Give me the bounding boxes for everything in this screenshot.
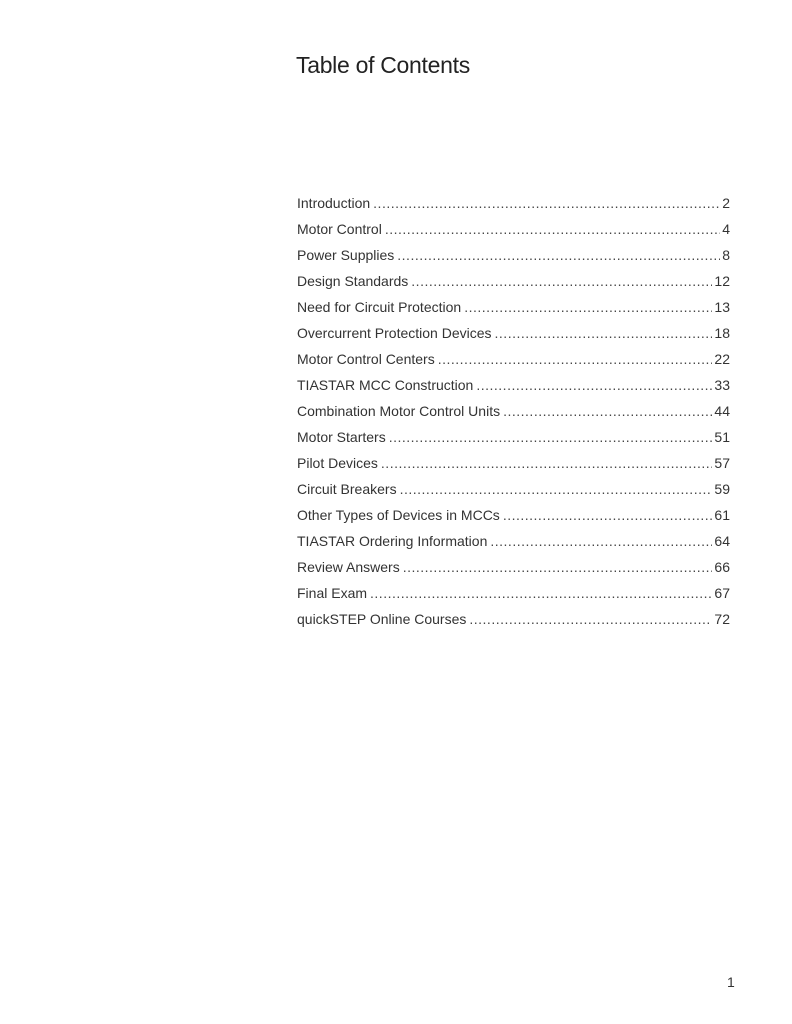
toc-entry-tiastar-ordering-information[interactable] [297, 532, 730, 558]
toc-dot-leader [503, 506, 713, 524]
toc-entry-page: 33 [714, 377, 730, 393]
toc-entry-motor-starters[interactable] [297, 428, 730, 454]
toc-entry-label: TIASTAR MCC Construction [297, 377, 474, 393]
toc-dot-leader [495, 324, 713, 342]
toc-entry-overcurrent-protection-devices[interactable] [297, 324, 730, 350]
toc-dot-leader [381, 454, 713, 472]
toc-entry-pilot-devices[interactable] [297, 454, 730, 480]
toc-entry-label: quickSTEP Online Courses [297, 611, 467, 627]
toc-entry-other-types-of-devices[interactable] [297, 506, 730, 532]
toc-entry-page: 22 [714, 351, 730, 367]
toc-entry-power-supplies[interactable] [297, 246, 730, 272]
toc-entry-label: Design Standards [297, 273, 409, 289]
toc-entry-page: 12 [714, 273, 730, 289]
toc-entry-label: Pilot Devices [297, 455, 378, 471]
page-title: Table of Contents [296, 52, 470, 78]
toc-entry-page: 66 [714, 559, 730, 575]
toc-entry-page: 18 [714, 325, 730, 341]
toc-entry-page: 8 [722, 247, 730, 263]
toc-entry-label: Motor Starters [297, 429, 386, 445]
toc-entry-page: 13 [714, 299, 730, 315]
toc-entry-motor-control[interactable] [297, 220, 730, 246]
toc-dot-leader [385, 220, 720, 238]
toc-entry-page: 2 [722, 195, 730, 211]
toc-entry-combination-motor-control-units[interactable] [297, 402, 730, 428]
toc-dot-leader [370, 584, 712, 602]
toc-entry-label: Overcurrent Protection Devices [297, 325, 492, 341]
toc-entry-label: Review Answers [297, 559, 400, 575]
toc-dot-leader [503, 402, 712, 420]
toc-entry-page: 72 [714, 611, 730, 627]
toc-entry-tiastar-mcc-construction[interactable] [297, 376, 730, 402]
toc-dot-leader [373, 194, 720, 212]
toc-entry-review-answers[interactable] [297, 558, 730, 584]
toc-entry-page: 64 [714, 533, 730, 549]
toc-dot-leader [469, 610, 712, 628]
toc-entry-final-exam[interactable] [297, 584, 730, 610]
toc-entry-quickstep-online-courses[interactable] [297, 610, 730, 636]
toc-entry-label: Combination Motor Control Units [297, 403, 501, 419]
toc-entry-design-standards[interactable] [297, 272, 730, 298]
toc-entry-introduction[interactable] [297, 194, 730, 220]
toc-entry-need-for-circuit-protection[interactable] [297, 298, 730, 324]
toc-entry-label: TIASTAR Ordering Information [297, 533, 488, 549]
toc-dot-leader [400, 480, 713, 498]
page-number: 1 [727, 974, 735, 990]
toc-entry-page: 61 [714, 507, 730, 523]
toc-dot-leader [411, 272, 712, 290]
toc-dot-leader [389, 428, 713, 446]
toc-entry-page: 59 [714, 481, 730, 497]
toc-entry-label: Power Supplies [297, 247, 395, 263]
toc-entry-label: Other Types of Devices in MCCs [297, 507, 500, 523]
toc-entry-label: Need for Circuit Protection [297, 299, 462, 315]
toc-entry-label: Introduction [297, 195, 371, 211]
table-of-contents [297, 194, 730, 636]
toc-entry-label: Circuit Breakers [297, 481, 397, 497]
toc-entry-page: 44 [714, 403, 730, 419]
toc-dot-leader [397, 246, 720, 264]
toc-entry-label: Final Exam [297, 585, 368, 601]
toc-dot-leader [476, 376, 712, 394]
toc-dot-leader [403, 558, 713, 576]
toc-dot-leader [464, 298, 712, 316]
toc-entry-motor-control-centers[interactable] [297, 350, 730, 376]
toc-entry-label: Motor Control [297, 221, 382, 237]
toc-entry-page: 67 [714, 585, 730, 601]
toc-entry-page: 57 [714, 455, 730, 471]
toc-entry-label: Motor Control Centers [297, 351, 435, 367]
toc-entry-page: 51 [714, 429, 730, 445]
toc-entry-circuit-breakers[interactable] [297, 480, 730, 506]
toc-dot-leader [490, 532, 712, 550]
toc-dot-leader [438, 350, 713, 368]
toc-entry-page: 4 [722, 221, 730, 237]
